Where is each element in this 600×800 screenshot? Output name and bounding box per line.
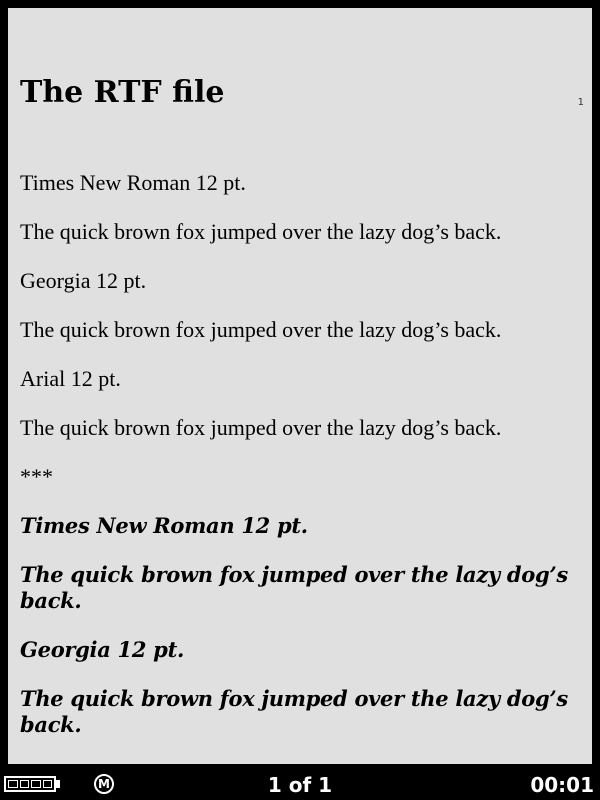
document-title: The RTF file [20, 75, 225, 110]
status-bar [0, 770, 600, 800]
paragraph-sample-text-italic: The quick brown fox jumped over the lazy dog’s back. [20, 686, 568, 737]
paragraph-font-label-italic: Times New Roman 12 pt. [20, 513, 308, 538]
paragraph-sample-text: The quick brown fox jumped over the lazy dog’s back. [20, 317, 502, 342]
page-indicator: 1 of 1 [267, 773, 333, 797]
clock: 00:01 [530, 773, 594, 797]
paragraph-sample-text: The quick brown fox jumped over the lazy dog’s back. [20, 415, 502, 440]
section-separator: *** [20, 464, 53, 489]
paragraph-font-label: Arial 12 pt. [20, 366, 121, 391]
paragraph-sample-text: The quick brown fox jumped over the lazy dog’s back. [20, 219, 502, 244]
paragraph-font-label: Times New Roman 12 pt. [20, 170, 246, 195]
m-circle-icon[interactable]: M [94, 774, 114, 794]
paragraph-font-label: Georgia 12 pt. [20, 268, 147, 293]
paragraph-font-label-italic: Georgia 12 pt. [20, 637, 184, 662]
page-number: 1 [577, 97, 584, 108]
paragraph-sample-text-italic: The quick brown fox jumped over the lazy dog’s back. [20, 562, 568, 613]
document-page[interactable] [8, 8, 592, 764]
